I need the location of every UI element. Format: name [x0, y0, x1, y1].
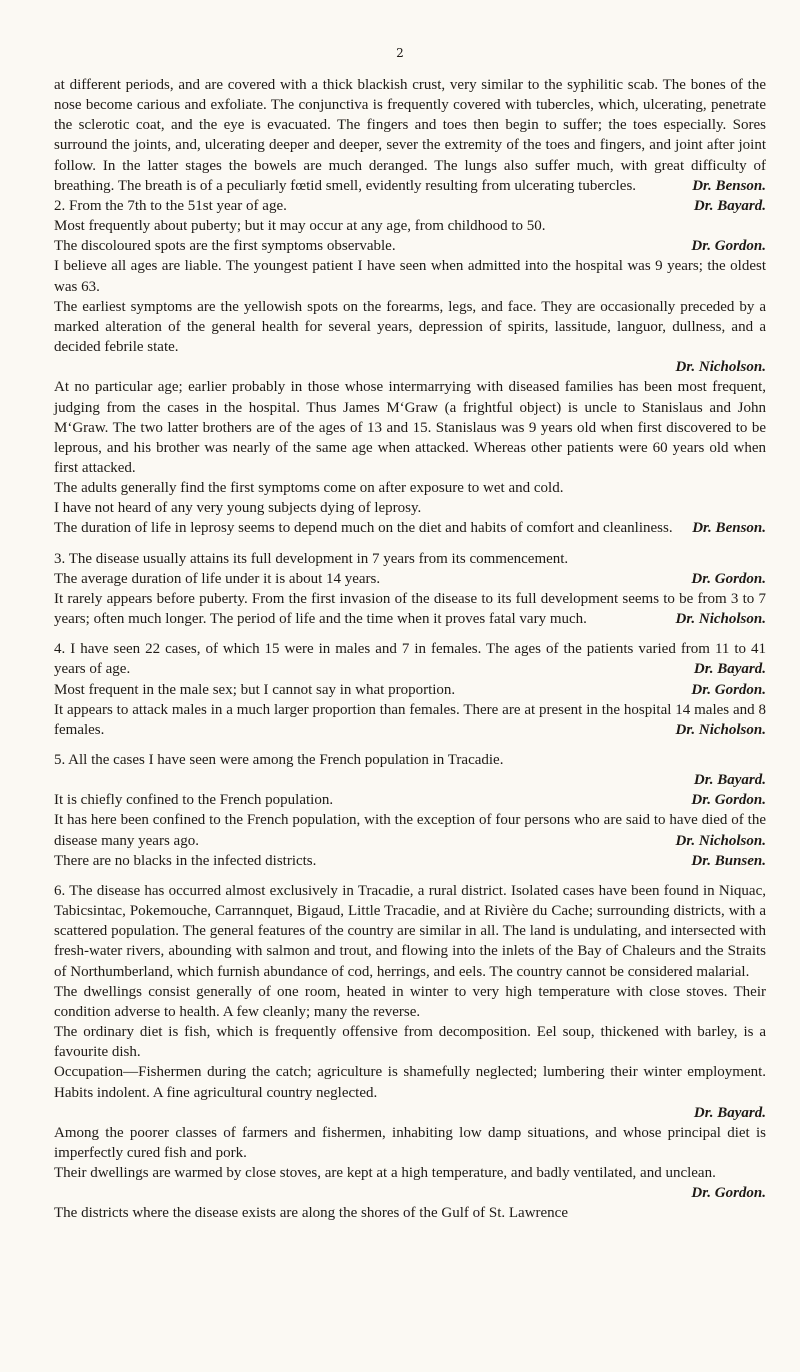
paragraph-p25: Among the poorer classes of farmers and fishermen, inhabiting low damp situations, and whose principal diet is imperfectly cured fish and pork.	[54, 1124, 766, 1161]
author-p12: Dr. Gordon.	[691, 570, 766, 587]
author-p20: Dr. Bunsen.	[691, 852, 766, 869]
paragraph-p22: The dwellings consist generally of one room, heated in winter to very high temperature with close stoves. Their condition adverse to health. A few cleanly; many the reverse.	[54, 983, 766, 1020]
author-p2: Dr. Bayard.	[693, 197, 766, 214]
paragraph-p9: I have not heard of any very young subjects dying of leprosy.	[54, 500, 422, 517]
paragraph-p23: The ordinary diet is fish, which is frequently offensive from decomposition. Eel soup, thickened with barley, is a favourite dish.	[54, 1024, 766, 1061]
paragraph-p24: Occupation—Fishermen during the catch; agriculture is shamefully neglected; lumbering their winter employment. Habits indolent. A fine agricultural country neglected.	[54, 1064, 766, 1101]
paragraph-p27: The districts where the disease exists are along the shores of the Gulf of St. Lawrence	[54, 1205, 568, 1222]
paragraph-p4: The discoloured spots are the first symptoms observable. Dr. Gordon.	[54, 236, 766, 256]
author-p17: Dr. Bayard.	[693, 772, 766, 789]
paragraph-p15: Most frequent in the male sex; but I cannot say in what proportion. Dr. Gordon.	[54, 680, 766, 700]
paragraph-p2: 2. From the 7th to the 51st year of age. Dr. Bayard.	[54, 196, 766, 216]
paragraph-p21: 6. The disease has occurred almost exclusively in Tracadie, a rural district. Isolated cases have been found in Niquac, Tabicsintac, Pokemouche, Carrannquet, Bigaud, Little Tracadie, and at Rivière du Cache; surrounding districts, with a scattered population. The general features of the country are similar in all. The land is undulating, and intersected with fresh-water rivers, abounding with salmon and trout, and flowing into the inlets of the Bay of Chaleurs and the Straits of Northumberland, which furnish abundance of cod, herrings, and eels. The country cannot be considered malarial.	[54, 882, 766, 980]
author-p14: Dr. Bayard.	[693, 661, 766, 678]
body-text	[54, 75, 766, 1224]
paragraph-p14: 4. I have seen 22 cases, of which 15 were in males and 7 in females. The ages of the patients varied from 11 to 41 years of age. Dr. Bayard.	[54, 639, 766, 679]
paragraph-p11: 3. The disease usually attains its full development in 7 years from its commencement.	[54, 550, 569, 567]
author-p6: Dr. Nicholson.	[675, 359, 766, 376]
author-p16: Dr. Nicholson.	[675, 721, 766, 738]
paragraph-p12: The average duration of life under it is about 14 years. Dr. Gordon.	[54, 569, 766, 589]
paragraph-p13: It rarely appears before puberty. From the first invasion of the disease to its full development seems to be from 3 to 7 years; often much longer. The period of life and the time when it proves fatal vary much. Dr. Nicholson.	[54, 589, 766, 629]
author-p13: Dr. Nicholson.	[675, 611, 766, 628]
paragraph-p10: The duration of life in leprosy seems to depend much on the diet and habits of comfort and cleanliness. Dr. Benson.	[54, 518, 766, 538]
paragraph-p26: Their dwellings are warmed by close stoves, are kept at a high temperature, and badly ventilated, and unclean. Dr. Gordon.	[54, 1163, 766, 1183]
paragraph-p7: At no particular age; earlier probably in those whose intermarrying with diseased families has been most frequent, judging from the cases in the hospital. Thus James M‘Graw (a frightful object) is uncle to Stanislaus and John M‘Graw. The two latter brothers are of the ages of 13 and 15. Stanislaus was 9 years old when first discovered to be leprous, and his brother was nearly of the same age when attacked. Whereas other patients were 60 years old when first attacked.	[54, 379, 766, 476]
author-p4: Dr. Gordon.	[691, 238, 766, 255]
author-p24: Dr. Bayard.	[693, 1104, 766, 1121]
page-number: 2	[396, 46, 404, 60]
paragraph-p16: It appears to attack males in a much larger proportion than females. There are at present in the hospital 14 males and 8 females. Dr. Nicholson.	[54, 700, 766, 740]
author-p18: Dr. Gordon.	[691, 792, 766, 809]
paragraph-p18: It is chiefly confined to the French population. Dr. Gordon.	[54, 790, 766, 810]
paragraph-p1: at different periods, and are covered with a thick blackish crust, very similar to the syphilitic scab. The bones of the nose become carious and exfoliate. The conjunctiva is frequently covered with tubercles, which, ulcerating, penetrate the sclerotic coat, and the eye is evacuated. The fingers and toes then begin to suffer; the toes especially. Sores surround the joints, and, ulcerating deeper and deeper, sever the extremity of the toes and fingers, and joint after joint follow. In the latter stages the bowels are much deranged. The lungs also suffer much, with great difficulty of breathing. The breath is of a peculiarly fœtid smell, evidently resulting from ulcerating tubercles. Dr. Benson.	[54, 75, 766, 196]
paragraph-p5: I believe all ages are liable. The youngest patient I have seen when admitted into the hospital was 9 years; the oldest was 63.	[54, 258, 766, 295]
paragraph-p19: It has here been confined to the French population, with the exception of four persons who are said to have died of the disease many years ago. Dr. Nicholson.	[54, 810, 766, 850]
paragraph-p6: The earliest symptoms are the yellowish spots on the forearms, legs, and face. They are occasionally preceded by a marked alteration of the general health for several years, depression of spirits, lassitude, languor, dullness, and a decided febrile state.	[54, 298, 766, 356]
author-p1: Dr. Benson.	[692, 177, 766, 194]
author-p15: Dr. Gordon.	[691, 681, 766, 698]
paragraph-p3: Most frequently about puberty; but it may occur at any age, from childhood to 50.	[54, 218, 546, 235]
author-p10: Dr. Benson.	[692, 520, 766, 537]
author-p26: Dr. Gordon.	[691, 1185, 766, 1202]
paragraph-p8: The adults generally find the first symptoms come on after exposure to wet and cold.	[54, 480, 564, 497]
author-p19: Dr. Nicholson.	[675, 832, 766, 849]
paragraph-p20: There are no blacks in the infected districts. Dr. Bunsen.	[54, 851, 766, 871]
paragraph-p17: 5. All the cases I have seen were among the French population in Tracadie.	[54, 752, 504, 768]
